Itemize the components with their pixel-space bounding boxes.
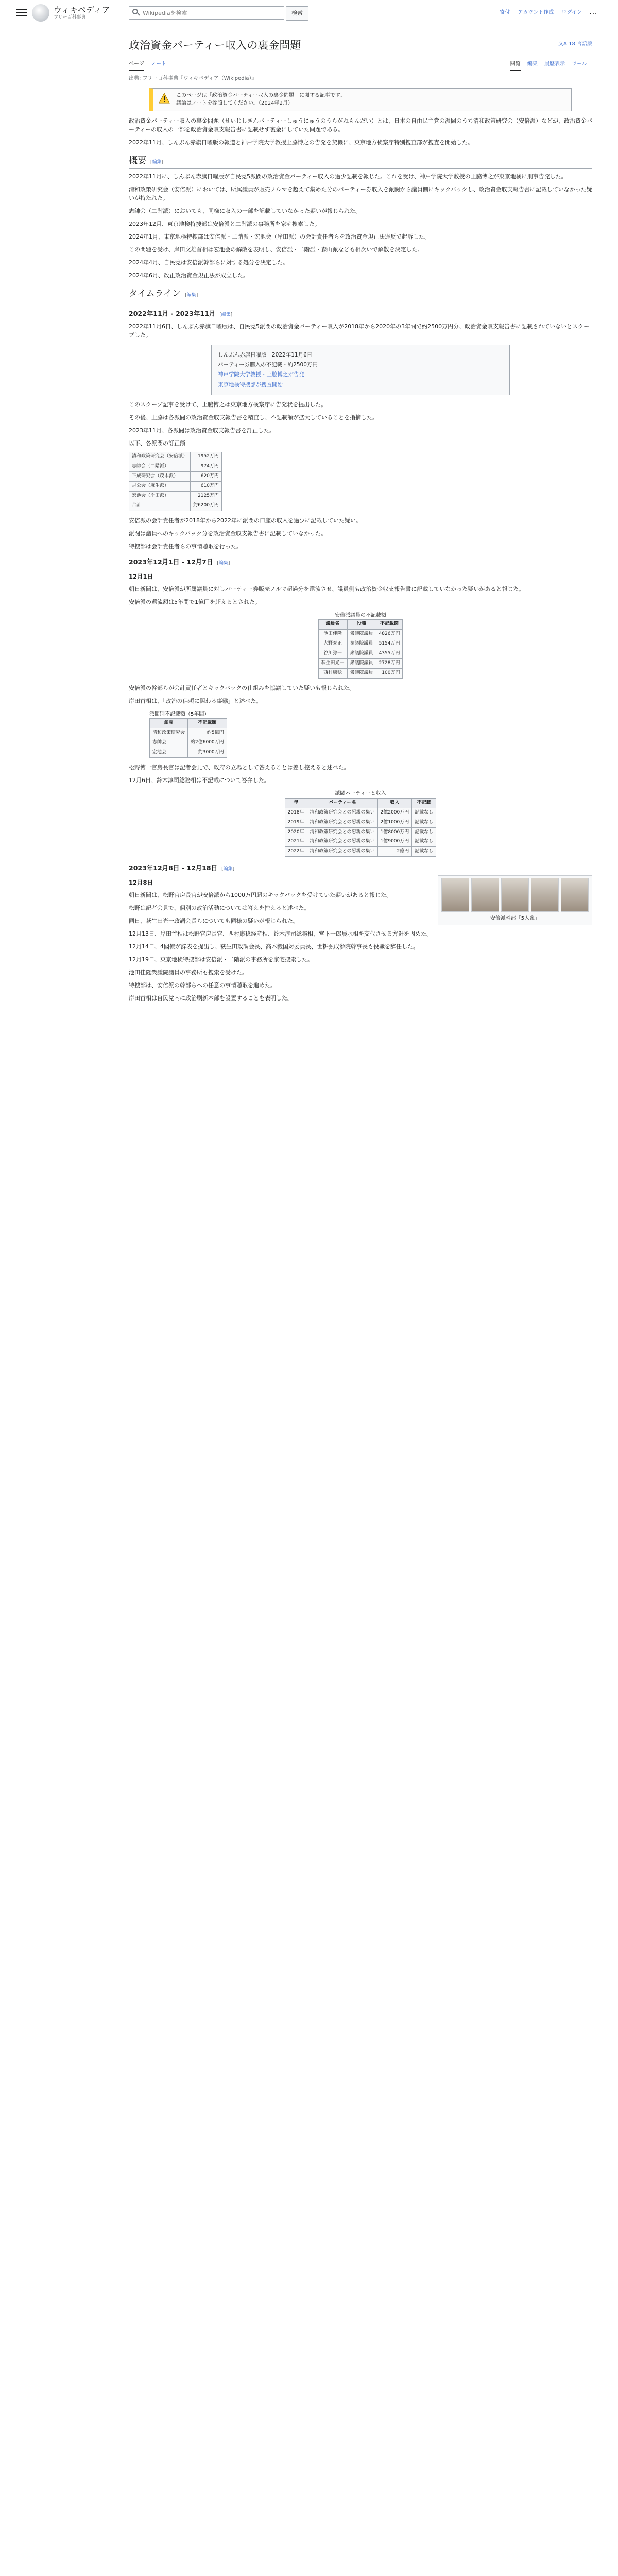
table-cell: 記載なし bbox=[412, 827, 436, 837]
table-cell: 谷川弥一 bbox=[318, 649, 347, 658]
table-header: 不記載 bbox=[412, 798, 436, 808]
subsection-heading: 2022年11月 - 2023年11月 [編集] bbox=[129, 309, 233, 317]
tab-tools[interactable]: ツール bbox=[572, 61, 587, 67]
body-paragraph: 特捜部は、安倍派の幹部らへの任意の事情聴取を進めた。 bbox=[129, 982, 276, 989]
table-row bbox=[129, 501, 222, 511]
quote-line[interactable]: 神戸学院大学教授・上脇博之が告発 bbox=[218, 371, 304, 378]
table-row bbox=[285, 827, 436, 837]
table-cell: 2021年 bbox=[285, 837, 307, 847]
body-paragraph: 岸田首相は自民党内に政治刷新本部を設置することを表明した。 bbox=[129, 995, 293, 1002]
table-cell: 4826万円 bbox=[376, 630, 403, 639]
title-row bbox=[129, 26, 592, 57]
body-paragraph: 2024年4月、自民党は安倍派幹部らに対する処分を決定した。 bbox=[129, 259, 288, 266]
quote-line[interactable]: 東京地検特捜部が捜査開始 bbox=[218, 381, 283, 388]
table-row bbox=[318, 639, 403, 649]
table-caption: 派閥パーティーと収入 bbox=[335, 791, 386, 797]
hamburger-icon[interactable] bbox=[16, 7, 27, 18]
table-cell: 志公会（麻生派） bbox=[129, 481, 191, 491]
table-cell: 清和政策研究会（安倍派） bbox=[129, 452, 191, 462]
body-paragraph: 岸田首相は、「政治の信頼に関わる事態」と述べた。 bbox=[129, 697, 262, 704]
quote-box bbox=[211, 345, 510, 395]
table-cell: 池田佳隆 bbox=[318, 630, 347, 639]
login-link[interactable]: ログイン bbox=[561, 10, 582, 15]
body-paragraph: 2022年11月6日、しんぶん赤旗日曜版は、自民党5派閥の政治資金パーティー収入が2018年から2020年の3年間で約2500万円分、政治資金収支報告書に記載されていないとスクープした。 bbox=[129, 323, 590, 338]
table-cell: 2728万円 bbox=[376, 658, 403, 668]
table-row bbox=[129, 481, 222, 491]
table-cell: 衆議院議員 bbox=[347, 668, 376, 678]
lead-paragraph: 政治資金パーティー収入の裏金問題（せいじしきんパーティーしゅうにゅうのうらがねもんだい）とは、日本の自由民主党の派閥のうち清和政策研究会（安倍派）などが、政治資金パーティーの収入の一部を政治資金収支報告書に記載せず裏金にしていた問題である。 bbox=[129, 117, 593, 133]
table-cell: 約6200万円 bbox=[191, 501, 222, 511]
wikipedia-logo[interactable] bbox=[32, 4, 49, 22]
body-paragraph: 特捜部は会計責任者らの事情聴取を行った。 bbox=[129, 543, 242, 550]
notice-text: このページは「政治資金パーティー収入の裏金問題」に関する記事です。 bbox=[176, 92, 346, 98]
date-heading: 12月8日 bbox=[129, 879, 153, 887]
body-paragraph: 同日、萩生田光一政調会長らについても同様の疑いが報じられた。 bbox=[129, 918, 299, 925]
body-paragraph: 朝日新聞は、松野官房長官が安倍派から1000万円超のキックバックを受けていた疑いがあると報じた。 bbox=[129, 892, 392, 899]
body-paragraph: 清和政策研究会（安倍派）においては、所属議員が販売ノルマを超えて集めた分のパーティー券収入を派閥から議員側にキックバックし、政治資金収支報告書に記載していなかった疑いが持たれた。 bbox=[129, 186, 592, 202]
table-cell: 974万円 bbox=[191, 462, 222, 471]
table-row bbox=[150, 728, 227, 738]
edit-link[interactable]: 編集 bbox=[221, 312, 231, 317]
subsection-heading: 2023年12月8日 - 12月18日 [編集] bbox=[129, 864, 235, 872]
body-paragraph: 2024年6月、改正政治資金規正法が成立した。 bbox=[129, 272, 249, 279]
table-row bbox=[129, 471, 222, 481]
table-cell: 記載なし bbox=[412, 808, 436, 818]
photo-box bbox=[438, 875, 592, 925]
table-cell: 合計 bbox=[129, 501, 191, 511]
photo-caption: 安倍派幹部「5人衆」 bbox=[490, 916, 540, 922]
faction-amount-table bbox=[129, 452, 222, 511]
table-row bbox=[285, 808, 436, 818]
quote-line: パーティー券購入の不記載・約2500万円 bbox=[218, 362, 318, 368]
search-input[interactable] bbox=[142, 8, 247, 18]
body-paragraph: 12月14日、4閣僚が辞表を提出し、萩生田政調会長、高木毅国対委員長、世耕弘成参院幹事長も役職を辞任した。 bbox=[129, 943, 419, 951]
body-paragraph: その後、上脇は各派閥の政治資金収支報告書を精査し、不記載額が拡大していることを指摘した。 bbox=[129, 414, 378, 421]
table-cell: 清和政策研究会との懇親の集い bbox=[307, 847, 377, 857]
table-caption: 安倍派議員の不記載額 bbox=[335, 612, 386, 618]
language-button[interactable] bbox=[558, 40, 592, 48]
body-paragraph: 12月19日、東京地検特捜部は安倍派・二階派の事務所を家宅捜索した。 bbox=[129, 956, 313, 963]
table-header: 不記載額 bbox=[376, 620, 403, 630]
more-menu-icon[interactable]: ⋯ bbox=[589, 8, 597, 18]
portrait-image bbox=[471, 878, 499, 912]
portrait-image bbox=[501, 878, 529, 912]
section-heading-timeline: タイムライン [編集] bbox=[129, 287, 592, 302]
edit-link[interactable]: 編集 bbox=[223, 867, 233, 872]
body-paragraph: 2022年11月に、しんぶん赤旗日曜版が自民党5派閥の政治資金パーティー収入の過少記載を報じた。これを受け、神戸学院大学教授の上脇博之が東京地検に刑事告発した。 bbox=[129, 173, 567, 180]
body-paragraph: このスクープ記事を受けて、上脇博之は東京地方検察庁に告発状を提出した。 bbox=[129, 401, 327, 408]
table-cell: 620万円 bbox=[191, 471, 222, 481]
site-wordmark[interactable]: ウィキペディア bbox=[54, 5, 110, 15]
body-paragraph: 池田佳隆衆議院議員の事務所も捜索を受けた。 bbox=[129, 969, 248, 976]
member-amount-table bbox=[318, 619, 403, 679]
language-count: 18 言語版 bbox=[569, 41, 592, 47]
body-paragraph: 松野は記者会見で、個別の政治活動については答えを控えると述べた。 bbox=[129, 905, 310, 912]
table-header: 不記載額 bbox=[188, 719, 227, 728]
body-paragraph: 派閥は議員へのキックバック分を政治資金収支報告書に記載していなかった。 bbox=[129, 530, 327, 537]
body-paragraph: 志帥会（二階派）においても、同様に収入の一部を記載していなかった疑いが報じられた。 bbox=[129, 208, 361, 215]
table-row bbox=[318, 649, 403, 658]
table-cell: 志帥会（二階派） bbox=[129, 462, 191, 471]
table-cell: 2億2000万円 bbox=[377, 808, 412, 818]
table-cell: 記載なし bbox=[412, 847, 436, 857]
notice-icon bbox=[159, 93, 170, 104]
body-paragraph: 12月6日、鈴木淳司総務相は不記載について答弁した。 bbox=[129, 777, 270, 784]
party-income-table bbox=[285, 798, 437, 857]
tabs-row bbox=[129, 57, 592, 72]
table-header: 役職 bbox=[347, 620, 376, 630]
table-caption: 以下、各派閥の訂正額 bbox=[129, 439, 185, 447]
table-header: 議員名 bbox=[318, 620, 347, 630]
table-header: パーティー名 bbox=[307, 798, 377, 808]
table-cell: 5154万円 bbox=[376, 639, 403, 649]
body-paragraph: 安倍派の会計責任者が2018年から2022年に派閥の口座の収入を過少に記載していた疑い。 bbox=[129, 517, 362, 524]
table-row bbox=[318, 668, 403, 678]
table-row bbox=[129, 462, 222, 471]
tab-page[interactable]: ページ bbox=[129, 61, 144, 71]
table-cell: 2019年 bbox=[285, 818, 307, 827]
body-paragraph: 2023年12月、東京地検特捜部は安倍派と二階派の事務所を家宅捜索した。 bbox=[129, 221, 320, 228]
table-cell: 1億8000万円 bbox=[377, 827, 412, 837]
table-header: 年 bbox=[285, 798, 307, 808]
table-header: 派閥 bbox=[150, 719, 188, 728]
table-row bbox=[285, 837, 436, 847]
source-line: 出典: フリー百科事典『ウィキペディア（Wikipedia）』 bbox=[129, 76, 257, 81]
user-links bbox=[493, 9, 582, 17]
body-paragraph: 安倍派の還流額は5年間で1億円を超えるとされた。 bbox=[129, 598, 261, 605]
body-paragraph: この問題を受け、岸田文雄首相は宏池会の解散を表明し、安倍派・二階派・森山派なども相次いで解散を決定した。 bbox=[129, 246, 423, 253]
table-cell: 宏池会（岸田派） bbox=[129, 491, 191, 501]
table-cell: 衆議院議員 bbox=[347, 658, 376, 668]
page-title: 政治資金パーティー収入の裏金問題 bbox=[129, 39, 301, 52]
table-row bbox=[318, 658, 403, 668]
faction-unrecorded-table bbox=[149, 718, 227, 758]
portrait-image bbox=[561, 878, 589, 912]
table-cell: 衆議院議員 bbox=[347, 630, 376, 639]
notice-box bbox=[149, 88, 572, 111]
table-caption: 派閥別不記載額（5年間） bbox=[149, 711, 210, 717]
table-cell: 宏池会 bbox=[150, 748, 188, 758]
body-paragraph: 12月13日、岸田首相は松野官房長官、西村康稔経産相、鈴木淳司総務相、宮下一郎農水相を交代させる方針を固めた。 bbox=[129, 930, 432, 938]
section-heading-summary: 概要 [編集] bbox=[129, 154, 592, 169]
table-cell: 1億9000万円 bbox=[377, 837, 412, 847]
search-box[interactable] bbox=[129, 6, 284, 20]
table-cell: 萩生田光一 bbox=[318, 658, 347, 668]
search-icon bbox=[132, 9, 138, 14]
portrait-image bbox=[531, 878, 559, 912]
tab-edit[interactable]: 編集 bbox=[527, 61, 538, 67]
table-cell: 記載なし bbox=[412, 818, 436, 827]
table-cell: 記載なし bbox=[412, 837, 436, 847]
table-cell: 志帥会 bbox=[150, 738, 188, 748]
edit-link[interactable]: 編集 bbox=[186, 293, 196, 298]
table-cell: 清和政策研究会との懇親の集い bbox=[307, 808, 377, 818]
language-icon: 文A bbox=[558, 41, 569, 47]
table-cell: 西村康稔 bbox=[318, 668, 347, 678]
tab-read[interactable]: 閲覧 bbox=[510, 61, 521, 71]
search-button[interactable]: 検索 bbox=[286, 6, 308, 21]
table-row bbox=[129, 452, 222, 462]
table-cell: 清和政策研究会との懇親の集い bbox=[307, 827, 377, 837]
table-row bbox=[318, 630, 403, 639]
body-paragraph: 2024年1月、東京地検特捜部は安倍派・二階派・宏池会（岸田派）の会計責任者らを政治資金規正法違反で起訴した。 bbox=[129, 233, 430, 241]
subsection-heading: 2023年12月1日 - 12月7日 [編集] bbox=[129, 557, 230, 566]
table-cell: 4355万円 bbox=[376, 649, 403, 658]
table-cell: 2020年 bbox=[285, 827, 307, 837]
site-tagline: フリー百科事典 bbox=[54, 15, 86, 20]
table-cell: 平成研究会（茂木派） bbox=[129, 471, 191, 481]
notice-subtext: 議論はノートを参照してください。（2024年2月） bbox=[176, 100, 293, 106]
tab-talk[interactable]: ノート bbox=[151, 61, 166, 67]
table-cell: 2125万円 bbox=[191, 491, 222, 501]
table-cell: 衆議院議員 bbox=[347, 649, 376, 658]
table-cell: 清和政策研究会 bbox=[150, 728, 188, 738]
body-paragraph: 安倍派の幹部らが会計責任者とキックバックの仕組みを協議していた疑いも報じられた。 bbox=[129, 684, 355, 691]
create-account-link[interactable]: アカウント作成 bbox=[518, 10, 554, 15]
table-row bbox=[150, 748, 227, 758]
table-cell: 1952万円 bbox=[191, 452, 222, 462]
lead-paragraph: 2022年11月、しんぶん赤旗日曜版の報道と神戸学院大学教授上脇博之の告発を契機に、東京地方検察庁特別捜査部が捜査を開始した。 bbox=[129, 139, 473, 146]
table-cell: 約2億6000万円 bbox=[188, 738, 227, 748]
body-paragraph: 松野博一官房長官は記者会見で、政府の立場として答えることは差し控えると述べた。 bbox=[129, 764, 350, 771]
table-row bbox=[285, 818, 436, 827]
table-row bbox=[129, 491, 222, 501]
table-cell: 2022年 bbox=[285, 847, 307, 857]
table-header: 収入 bbox=[377, 798, 412, 808]
table-cell: 参議院議員 bbox=[347, 639, 376, 649]
table-cell: 2億円 bbox=[377, 847, 412, 857]
body-paragraph: 朝日新聞は、安倍派が所属議員に対しパーティー券販売ノルマ超過分を還流させ、議員側も政治資金収支報告書に記載していなかった疑いがあると報じた。 bbox=[129, 585, 525, 592]
table-row bbox=[285, 847, 436, 857]
quote-line: しんぶん赤旗日曜版 2022年11月6日 bbox=[218, 351, 313, 358]
main-content bbox=[129, 26, 592, 1007]
tab-history[interactable]: 履歴表示 bbox=[544, 61, 565, 67]
table-cell: 約3000万円 bbox=[188, 748, 227, 758]
table-row bbox=[150, 738, 227, 748]
table-cell: 約5億円 bbox=[188, 728, 227, 738]
table-cell: 清和政策研究会との懇親の集い bbox=[307, 818, 377, 827]
donate-link[interactable]: 寄付 bbox=[500, 10, 510, 15]
table-cell: 清和政策研究会との懇親の集い bbox=[307, 837, 377, 847]
table-cell: 2018年 bbox=[285, 808, 307, 818]
date-heading: 12月1日 bbox=[129, 572, 153, 580]
portrait-image bbox=[441, 878, 469, 912]
table-cell: 大野泰正 bbox=[318, 639, 347, 649]
body-paragraph: 2023年11月、各派閥は政治資金収支報告書を訂正した。 bbox=[129, 427, 275, 434]
table-cell: 2億1000万円 bbox=[377, 818, 412, 827]
top-bar bbox=[0, 0, 618, 26]
edit-link[interactable]: 編集 bbox=[218, 560, 228, 566]
table-cell: 610万円 bbox=[191, 481, 222, 491]
table-cell: 100万円 bbox=[376, 668, 403, 678]
edit-link[interactable]: 編集 bbox=[152, 159, 162, 165]
